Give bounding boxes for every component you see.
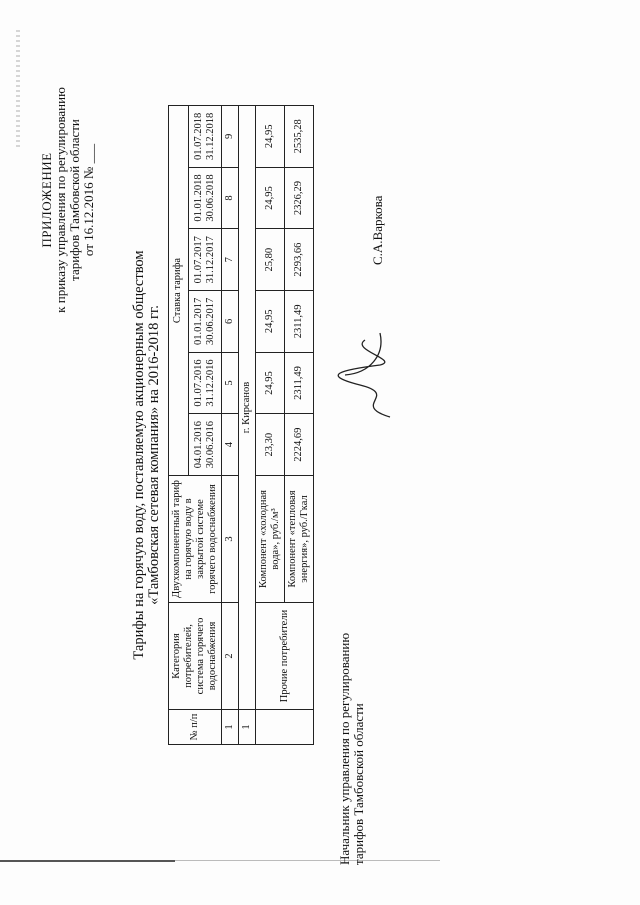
category-cell: Прочие потребители	[256, 603, 314, 710]
value-cell: 2535,28	[285, 106, 314, 168]
appendix-line: от 16.12.2016 № ___	[81, 143, 96, 257]
appendix-line: тарифов Тамбовской области	[67, 119, 82, 281]
value-cell: 24,95	[256, 167, 285, 229]
signatory-name: С.А.Варкова	[370, 195, 385, 265]
header-category: Категория потребителей, система горячего водоснабжения	[169, 603, 222, 710]
value-cell: 2311,49	[285, 291, 314, 353]
position-line: тарифов Тамбовской области	[351, 703, 366, 865]
table-row	[256, 106, 285, 745]
title-line: «Тамбовская сетевая компания» на 2016-2018 гг.	[146, 305, 162, 605]
appendix-line: к приказу управления по регулированию	[53, 87, 68, 313]
row-num-empty	[256, 710, 314, 745]
period-cell: 01.01.2018 30.06.2018	[188, 167, 221, 229]
column-number: 8	[222, 167, 239, 229]
position-line: Начальник управления по регулированию	[337, 632, 352, 865]
section-num: 1	[239, 710, 256, 745]
document-title	[132, 175, 162, 735]
appendix-block	[40, 35, 96, 365]
value-cell: 23,30	[256, 414, 285, 476]
column-number: 7	[222, 229, 239, 291]
column-number: 1	[222, 710, 239, 745]
column-number: 2	[222, 603, 239, 710]
column-number: 3	[222, 476, 239, 603]
header-num: № п/п	[169, 710, 222, 745]
period-cell: 01.01.2017 30.06.2017	[188, 291, 221, 353]
value-cell: 24,95	[256, 291, 285, 353]
component-cell: Компонент «холодная вода», руб./м³	[256, 476, 285, 603]
value-cell: 2293,66	[285, 229, 314, 291]
header-rate: Ставка тарифа	[169, 106, 189, 476]
column-number-row	[222, 106, 239, 745]
column-number: 5	[222, 352, 239, 414]
handwritten-signature	[330, 325, 410, 425]
value-cell: 24,95	[256, 352, 285, 414]
section-label: г. Кирсанов	[239, 106, 256, 710]
column-number: 4	[222, 414, 239, 476]
period-cell: 01.07.2017 31.12.2017	[188, 229, 221, 291]
section-row	[239, 106, 256, 745]
value-cell: 2224,69	[285, 414, 314, 476]
period-cell: 01.07.2016 31.12.2016	[188, 352, 221, 414]
value-cell: 2326,29	[285, 167, 314, 229]
header-two-component: Двухкомпонентный тариф на горячую воду в закрытой системе горячего водоснабжения	[169, 476, 222, 603]
period-cell: 01.07.2018 31.12.2018	[188, 106, 221, 168]
signatory-position	[338, 605, 366, 865]
value-cell: 25,80	[256, 229, 285, 291]
appendix-heading: ПРИЛОЖЕНИЕ	[39, 152, 54, 248]
component-cell: Компонент «тепловая энергия», руб./Гкал	[285, 476, 314, 603]
value-cell: 2311,49	[285, 352, 314, 414]
tariff-table	[168, 105, 314, 745]
column-number: 9	[222, 106, 239, 168]
value-cell: 24,95	[256, 106, 285, 168]
period-cell: 04.01.2016 30.06.2016	[188, 414, 221, 476]
column-number: 6	[222, 291, 239, 353]
title-line: Тарифы на горячую воду, поставляемую акционерным обществом	[131, 250, 147, 660]
table-header-row	[169, 106, 189, 745]
